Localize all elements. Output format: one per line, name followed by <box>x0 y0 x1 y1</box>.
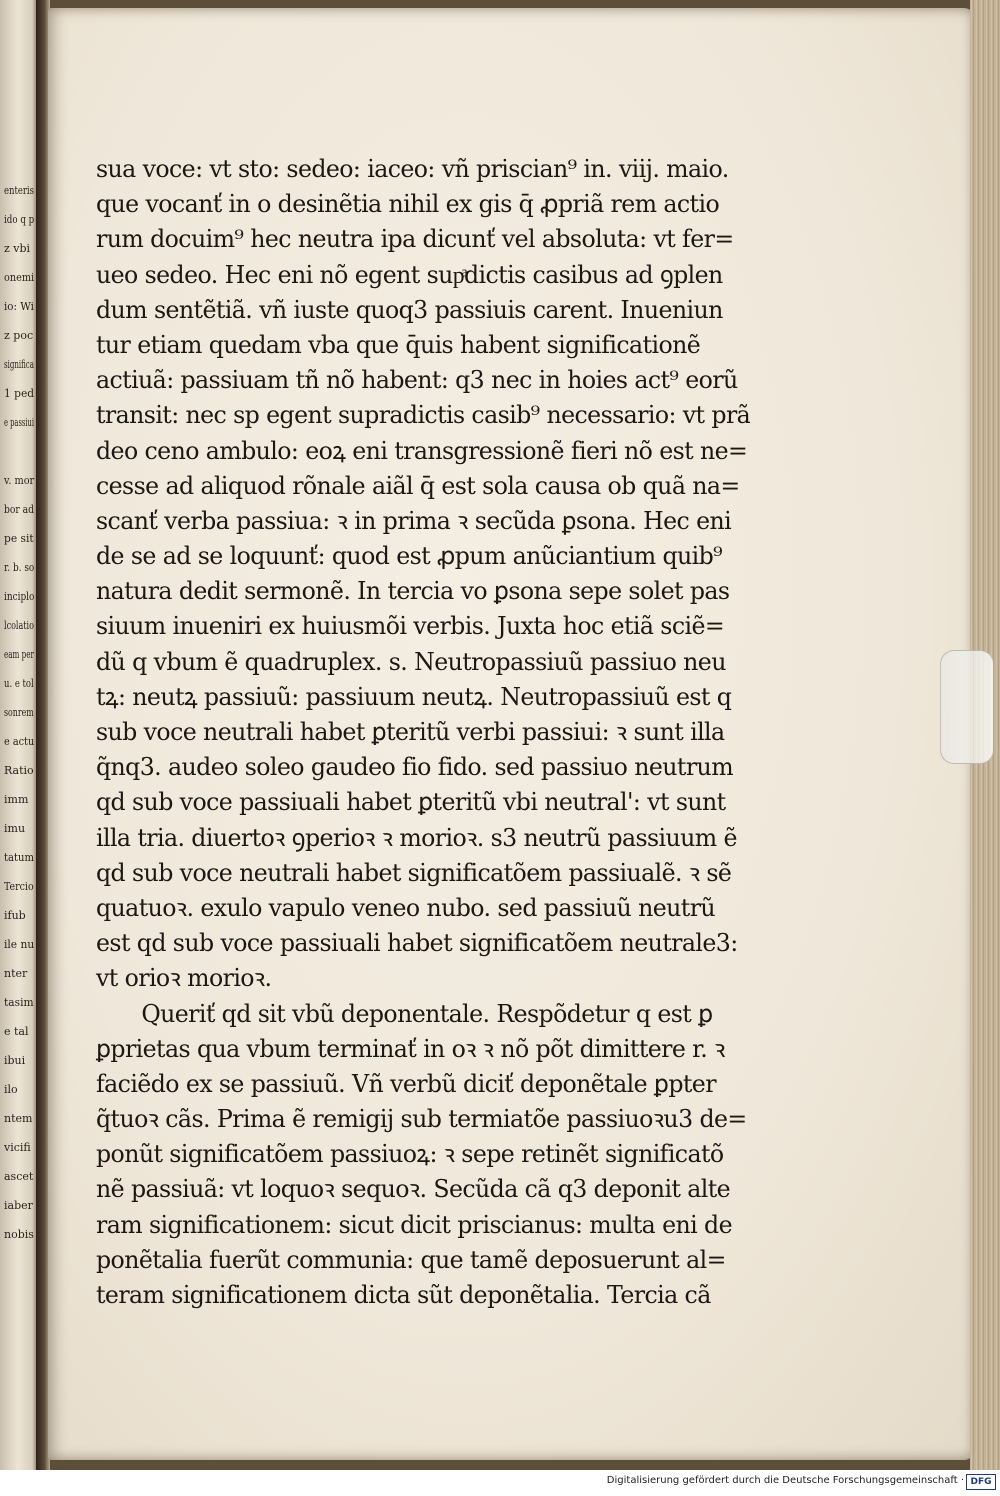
facing-page-fragment: imm <box>4 793 29 806</box>
facing-page-fragment: inciplo <box>4 590 35 603</box>
text-line: ueo sedeo. Hec eni nõ egent supͣdictis casibus ad ꝯplen <box>96 260 723 289</box>
text-line: actiuã: passiuam tñ nõ habent: q3 nec in hoies act⁹ eorũ <box>96 366 738 395</box>
text-line: cesse ad aliquod rõnale aiãl q̄ est sola causa ob quã na= <box>96 471 740 500</box>
text-line: scanť verba passiua: ꝛ in prima ꝛ secũda ꝑsona. Hec eni <box>96 506 732 535</box>
text-line: siuum inueniri ex huiusmõi verbis. Juxta hoc etiã sciẽ= <box>96 612 725 641</box>
facing-page-fragment: z poc <box>4 329 34 342</box>
facing-page-fragment: lcolatio <box>4 619 34 632</box>
text-line: rum docuim⁹ hec neutra ipa dicunť vel absoluta: vt fer= <box>96 225 734 254</box>
facing-page-fragment: enteris <box>4 184 34 197</box>
text-line: Queriť qd sit vbũ deponentale. Respõdetur q est ꝑ <box>141 999 713 1028</box>
text-line: de se ad se loquunť: quod est ꝓpum anũciantium quib⁹ <box>96 542 723 571</box>
text-line: que vocanť in o desinẽtia nihil ex gis q̄ ꝓpriã rem actio <box>96 190 720 219</box>
dfg-logo: DFG <box>966 1474 996 1490</box>
text-line: sub voce neutrali habet ꝑteritũ verbi passiui: ꝛ sunt illa <box>96 718 725 746</box>
facing-page-edge <box>0 0 40 1470</box>
facing-page-fragment: nter <box>4 967 28 980</box>
footer-bar <box>0 1470 1000 1496</box>
text-line: teram significationem dicta sũt deponẽtalia. Tercia cã <box>96 1281 711 1309</box>
text-line: dũ q vbum ẽ quadruplex. s. Neutropassiuũ passiuo neu <box>96 647 726 676</box>
facing-page-fragment: v. mor <box>4 474 35 487</box>
facing-page-fragment: imu <box>4 822 26 835</box>
facing-page-fragment: ilo <box>4 1083 18 1096</box>
facing-page-fragment: vicifi <box>4 1141 31 1154</box>
facing-page-fragment: ido q p <box>4 213 35 226</box>
facing-page-fragment: z vbi <box>4 242 31 255</box>
page-text-block <box>96 152 776 1313</box>
text-line: ponũt significatõem passiuoꝝ: ꝛ sepe retinẽt significatõ <box>96 1140 724 1169</box>
facing-page-fragment: e passiui <box>4 416 35 429</box>
text-line: vt orioꝛ morioꝛ. <box>96 964 272 993</box>
text-line: est qd sub voce passiuali habet significatõem neutrale3: <box>96 929 738 958</box>
facing-page-fragment: iaber <box>4 1199 33 1212</box>
text-line: quatuoꝛ. exulo vapulo veneo nubo. sed passiuũ neutrũ <box>96 893 716 922</box>
text-line: dum sentẽtiã. vñ iuste quoq3 passiuis carent. Inueniun <box>96 295 723 324</box>
facing-page-fragment: tasim <box>4 996 34 1009</box>
text-line: illa tria. diuertoꝛ ꝯperioꝛ ꝛ morioꝛ. s3 neutrũ passiuum ẽ <box>96 823 737 852</box>
facing-page-fragment: tatum <box>4 851 34 864</box>
page-clip-tab <box>940 650 994 764</box>
text-line: ꝑprietas qua vbum terminať in oꝛ ꝛ nõ põt dimittere r. ꝛ <box>96 1034 725 1063</box>
facing-page-fragment: 1 ped <box>4 387 35 400</box>
facing-page-fragment: significa <box>4 358 34 371</box>
facing-page-fragment: onemi <box>4 271 35 284</box>
text-line: ram significationem: sicut dicit priscianus: multa eni de <box>96 1210 732 1239</box>
facing-page-fragment: bor ad <box>4 503 35 516</box>
facing-page-fragment: r. b. so <box>4 561 35 574</box>
text-line: tur etiam quedam vba que q̄uis habent significationẽ <box>96 330 701 359</box>
text-line: qd sub voce passiuali habet ꝑteritũ vbi neutral': vt sunt <box>96 788 726 817</box>
facing-page-fragment: ntem <box>4 1112 33 1125</box>
facing-page-fragment: io: Wi <box>4 300 34 313</box>
text-line: qd sub voce neutrali habet significatõem passiualẽ. ꝛ sẽ <box>96 858 732 887</box>
text-line: natura dedit sermonẽ. In tercia vo ꝑsona sepe solet pas <box>96 577 730 606</box>
facing-page-fragment: pe sit <box>4 532 34 545</box>
text-line: tꝝ: neutꝝ passiuũ: passiuum neutꝝ. Neutropassiuũ est q <box>96 682 732 711</box>
facing-page-fragment <box>4 447 34 457</box>
text-line: transit: nec sp egent supradictis casib⁹ necessario: vt prã <box>96 401 751 430</box>
text-line: q̃tuoꝛ cãs. Prima ẽ remigij sub termiatõe passiuoꝛu3 de= <box>96 1105 747 1134</box>
facing-page-fragment: Ratio <box>4 764 34 777</box>
facing-page-fragment: sonrem <box>4 706 34 719</box>
funding-credit: Digitalisierung gefördert durch die Deutsche Forschungsgemeinschaft · <box>606 1475 964 1486</box>
text-line: ponẽtalia fuerũt communia: que tamẽ deposuerunt al= <box>96 1245 726 1274</box>
text-line: deo ceno ambulo: eoꝝ eni transgressionẽ fieri nõ est ne= <box>96 436 748 465</box>
text-line: q̃nq3. audeo soleo gaudeo fio fido. sed passiuo neutrum <box>96 753 734 782</box>
facing-page-fragment: ibui <box>4 1054 26 1067</box>
facing-page-fragment: ile nu <box>4 938 35 951</box>
facing-page-fragment: e tal <box>4 1025 29 1038</box>
text-line: faciẽdo ex se passiuũ. Vñ verbũ diciť deponẽtale ꝑpter <box>96 1069 716 1098</box>
facing-page-fragment: u. e tol <box>4 677 34 690</box>
text-line: sua voce: vt sto: sedeo: iaceo: vñ priscian⁹ in. viij. maio. <box>96 155 729 183</box>
facing-page-fragment: ascet <box>4 1170 34 1183</box>
facing-page-fragment: ifub <box>4 909 26 922</box>
facing-page-fragment: e actu <box>4 735 35 748</box>
facing-page-fragment: Tercio <box>4 880 34 893</box>
text-line: nẽ passiuã: vt loquoꝛ sequoꝛ. Secũda cã q3 deponit alte <box>96 1175 731 1204</box>
facing-page-fragment: nobis <box>4 1228 34 1241</box>
facing-page-fragment: eam per <box>4 648 34 661</box>
